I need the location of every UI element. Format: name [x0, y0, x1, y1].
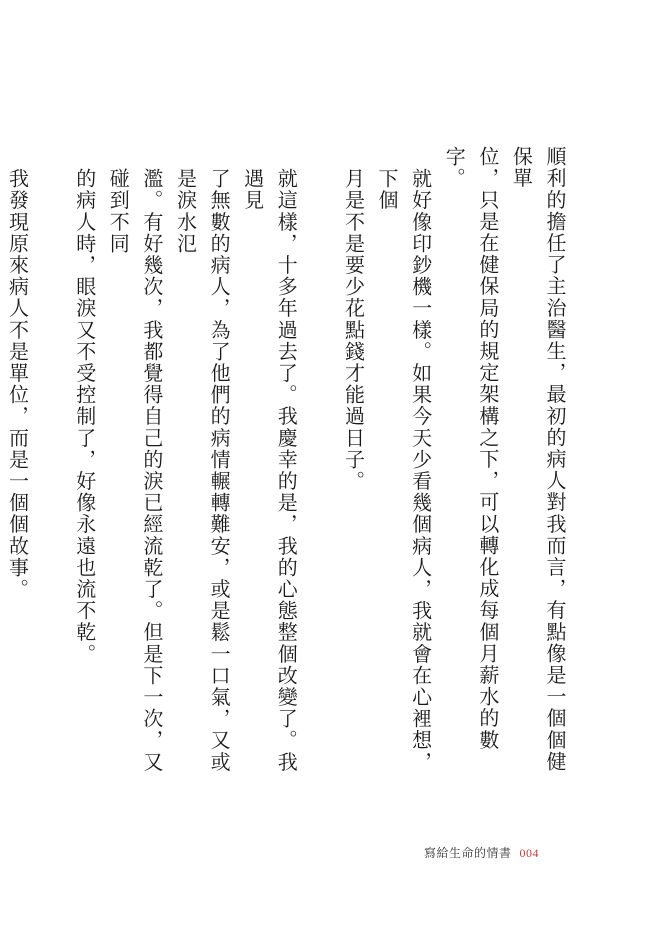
paragraph-gap: [34, 146, 68, 786]
body-text: [0, 146, 571, 786]
paragraph-3: 就這樣，十多年過去了。我慶幸的是，我的心態整個改變了。我遇見 了無數的病人，為了他們的病情輾轉難安，或是鬆一口氣，又或是淚水氾 濫。有好幾次，我都覺得自己的淚已經流乾了。但是下一次，又碰到不同 的病人時，眼淚又不受控制了，好像永遠也流不乾。: [72, 168, 299, 773]
page-footer: [424, 844, 539, 861]
book-title: 寫給生命的情書: [424, 846, 512, 860]
paragraph-1: 順利的擔任了主治醫生，最初的病人對我而言，有點像是一個個健保單 位，只是在健保局的規定架構之下，可以轉化成每個月薪水的數字。: [442, 146, 567, 773]
paragraph-4: 我發現原來病人不是單位，而是一個個故事。: [5, 168, 30, 600]
page-number: 004: [519, 846, 540, 860]
paragraph-gap: [302, 146, 336, 786]
paragraph-2: 就好像印鈔機一樣。如果今天少看幾個病人，我就會在心裡想，下個 月是不是要少花點錢才能過日子。: [341, 168, 433, 773]
